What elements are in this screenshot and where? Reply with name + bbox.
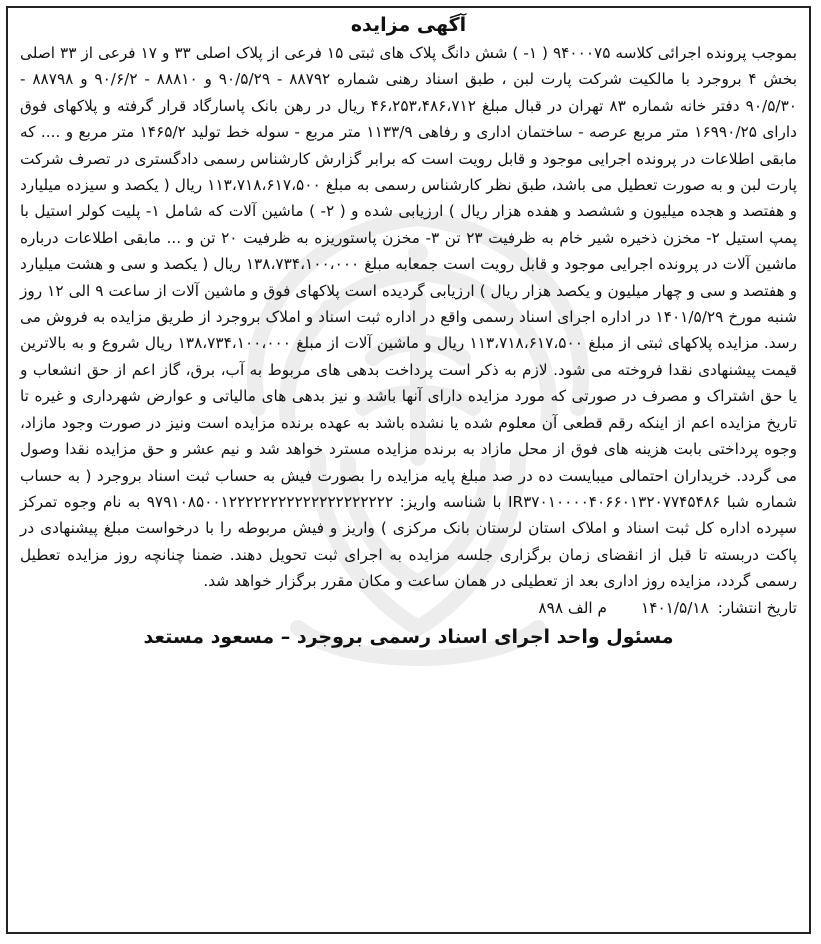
notice-title: آگهی مزایده [350, 14, 467, 36]
notice-content [8, 8, 809, 651]
publication-date-group [641, 595, 797, 621]
publication-date: ۱۴۰۱/۵/۱۸ [641, 598, 709, 617]
signature: مسئول واحد اجرای اسناد رسمی بروجرد – مسعود مستعد [143, 625, 674, 648]
notice-body: بموجب پرونده اجرائی کلاسه ۹۴۰۰۰۷۵ ( ۱- ) شش دانگ پلاک های ثبتی ۱۵ فرعی از پلاک اصلی ۳۳ و ۱۷ فرعی از ۳۳ اصلی بخش ۴ بروجرد با مالکیت شرکت پارت لبن ، طبق اسناد رهنی شماره ۸۸۷۹۲ - ۹۰/۵/۲۹ و ۸۸۸۱۰ - ۹۰/۶/۲ و ۸۸۷۹۸ - ۹۰/۵/۳۰ دفتر خانه شماره ۸۳ تهران در قبال مبلغ ۴۶،۲۵۳،۴۸۶،۷۱۲ ریال در رهن بانک پاسارگاد قرار گرفته و پلاکهای فوق دارای ۱۶۹۹۰/۲۵ متر مربع عرصه - ساختمان اداری و رفاهی ۱۱۳۳/۹ متر مربع - سوله خط تولید ۱۴۶۵/۲ متر مربع و .... که مابقی اطلاعات در پرونده اجرایی موجود و قابل رویت است که برابر گزارش کارشناس رسمی دادگستری در تصرف شرکت پارت لبن و به صورت تعطیل می باشد، طبق نظر کارشناس رسمی به مبلغ ۱۱۳،۷۱۸،۶۱۷،۵۰۰ ریال ( یکصد و سیزده میلیارد و هفتصد و هجده میلیون و ششصد و هفده هزار ریال ) ارزیابی شده و ( ۲- ) ماشین آلات که شامل ۱- پلیت کولر استیل با پمپ استیل ۲- مخزن ذخیره شیر خام به ظرفیت ۲۳ تن ۳- مخزن پاستوریزه به ظرفیت ۲۰ تن و ... مابقی اطلاعات درباره ماشین آلات در پرونده اجرایی موجود و قابل رویت است جمعابه مبلغ ۱۳۸،۷۳۴،۱۰۰،۰۰۰ ریال ( یکصد و سی و هشت میلیارد و هفتصد و سی و چهار میلیون و یکصد هزار ریال ) ارزیابی گردیده است پلاکهای فوق و ماشین آلات از ساعت ۹ الی ۱۲ روز شنبه مورخ ۱۴۰۱/۵/۲۹ در اداره اجرای اسناد رسمی واقع در اداره ثبت اسناد و املاک بروجرد از طریق مزایده به فروش می رسد. مزایده پلاکهای ثبتی از مبلغ ۱۱۳،۷۱۸،۶۱۷،۵۰۰ ریال و ماشین آلات از مبلغ ۱۳۸،۷۳۴،۱۰۰،۰۰۰ ریال شروع و به بالاترین قیمت پیشنهادی نقدا فروخته می شود. لازم به ذکر است پرداخت بدهی های مربوط به آب، برق، گاز اعم از حق انشعاب و یا حق اشتراک و مصرف در صورتی که مورد مزایده دارای آنها باشد و نیز بدهی های مالیاتی و عوارض شهرداری و غیره تا تاریخ مزایده اعم از اینکه رقم قطعی آن معلوم شده یا نشده باشد به عهده برنده مزایده است ونیز در صورت وجود مازاد، وجوه پرداختی بابت هزینه های فوق از محل مازاد به برنده مزایده مسترد خواهد شد و نیم عشر و حق مزایده نقدا وصول می گردد. خریداران احتمالی میبایست ده در صد مبلغ پایه مزایده را بصورت فیش به حساب ثبت اسناد بروجرد ( به حساب شماره شبا IR۳۷۰۱۰۰۰۰۴۰۶۶۰۱۳۲۰۷۷۴۵۴۸۶ با شناسه واریز: ۹۷۹۱۰۸۵۰۰۱۲۲۲۲۲۲۲۲۲۲۲۲۲۲۲۲۲۲۲۲ به نام وجوه تمرکز سپرده اداره کل ثبت اسناد و املاک استان لرستان بانک مرکزی ) واریز و فیش مربوطه را با درخواست مبلغ پیشنهادی در پاکت دربسته تا قبل از انقضای زمان برگزاری جلسه مزایده به اجرای ثبت تحویل دهند. ضمنا چنانچه روز مزایده تعطیل رسمی گردد، مزایده روز اداری بعد از تعطیلی در همان ساعت و مکان مقرر برگزار خواهد شد. [20, 44, 798, 591]
auction-notice [6, 6, 811, 934]
publication-line [20, 595, 797, 621]
publication-label: تاریخ انتشار: [717, 598, 797, 617]
reference-code: م الف ۸۹۸ [538, 598, 608, 617]
